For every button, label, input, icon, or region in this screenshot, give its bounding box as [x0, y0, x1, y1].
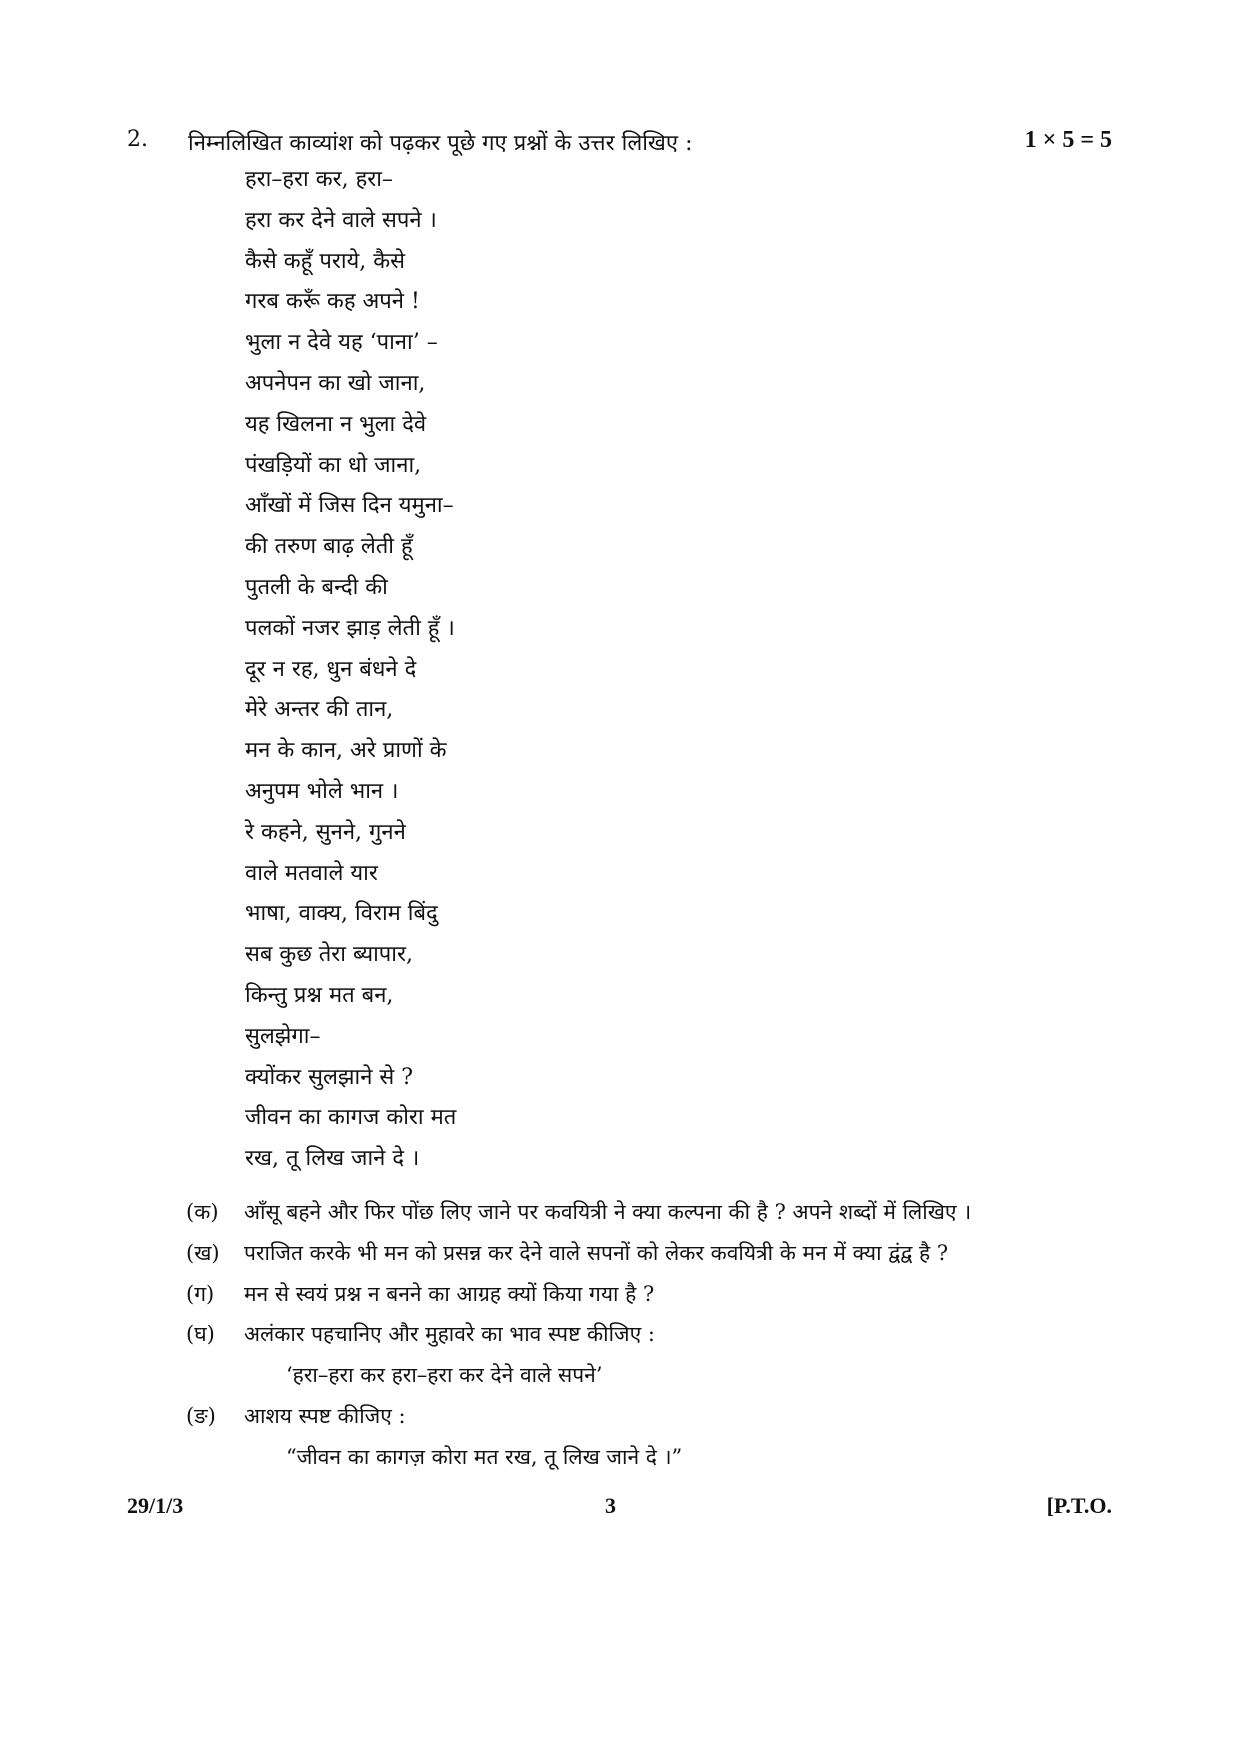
- poem-line: जीवन का कागज कोरा मत: [245, 1105, 457, 1131]
- question-marks: 1 × 5 = 5: [1024, 127, 1112, 153]
- subquestion-label: (ङ): [186, 1403, 216, 1428]
- paper-code: 29/1/3: [127, 1493, 184, 1518]
- poem-line: गरब करूँ कह अपने !: [245, 289, 420, 315]
- subquestion-label: (घ): [186, 1322, 215, 1347]
- poem-line: पंखड़ियों का धो जाना,: [245, 452, 422, 478]
- poem-line: हरा कर देने वाले सपने ।: [245, 207, 437, 233]
- question-header: [127, 127, 1112, 161]
- poem-line: क्योंकर सुलझाने से ?: [245, 1064, 414, 1090]
- page-footer: [127, 1493, 1112, 1523]
- subquestion-text: आँसू बहने और फिर पोंछ लिए जाने पर कवयित्री ने क्या कल्पना की है ? अपने शब्दों में लिखिए ।: [244, 1200, 972, 1224]
- poem-line: पलकों नजर झाड़ लेती हूँ ।: [245, 615, 455, 641]
- poem-line: रे कहने, सुनने, गुनने: [245, 819, 406, 845]
- poem-line: पुतली के बन्दी की: [245, 574, 388, 600]
- poem-line: अनुपम भोले भान ।: [245, 778, 399, 804]
- poem-line: मन के कान, अरे प्राणों के: [245, 738, 447, 764]
- poem-line: सब कुछ तेरा ब्यापार,: [245, 942, 413, 968]
- page-number: 3: [605, 1493, 616, 1518]
- poem-passage: [245, 160, 745, 1180]
- poem-line: दूर न रह, धुन बंधने दे: [245, 656, 417, 682]
- question-number: 2.: [127, 127, 148, 152]
- subquestion-text: मन से स्वयं प्रश्न न बनने का आग्रह क्यों किया गया है ?: [244, 1281, 655, 1306]
- poem-line: किन्तु प्रश्न मत बन,: [245, 982, 394, 1008]
- question-instruction: निम्नलिखित काव्यांश को पढ़कर पूछे गए प्रश्नों के उत्तर लिखिए :: [188, 131, 693, 156]
- subquestion-text: पराजित करके भी मन को प्रसन्न कर देने वाले सपनों को लेकर कवयित्री के मन में क्या द्वंद्व है ?: [244, 1240, 949, 1265]
- subquestion-label: (ग): [186, 1281, 215, 1306]
- poem-line: भाषा, वाक्य, विराम बिंदु: [245, 901, 438, 927]
- poem-line: भुला न देवे यह ‘पाना’ –: [245, 330, 438, 356]
- subquestion-quote: ‘हरा–हरा कर हरा–हरा कर देने वाले सपने’: [286, 1363, 603, 1388]
- subquestion-ka: [186, 1192, 1086, 1233]
- please-turn-over: [P.T.O.: [1046, 1493, 1112, 1518]
- subquestion-quote: “जीवन का कागज़ कोरा मत रख, तू लिख जाने दे ।”: [286, 1444, 683, 1469]
- poem-line: अपनेपन का खो जाना,: [245, 370, 426, 396]
- subquestion-kha: [186, 1233, 1086, 1274]
- poem-line: मेरे अन्तर की तान,: [245, 697, 394, 723]
- poem-line: कैसे कहूँ पराये, कैसे: [245, 248, 406, 274]
- subquestion-text: अलंकार पहचानिए और मुहावरे का भाव स्पष्ट कीजिए :: [244, 1322, 655, 1347]
- subquestion-label: (क): [186, 1200, 219, 1224]
- subquestion-list: [186, 1192, 1086, 1478]
- subquestion-ga: [186, 1274, 1086, 1315]
- subquestion-label: (ख): [186, 1240, 220, 1265]
- poem-line: आँखों में जिस दिन यमुना–: [245, 493, 454, 519]
- poem-line: वाले मतवाले यार: [245, 860, 378, 886]
- poem-line: की तरुण बाढ़ लेती हूँ: [245, 534, 413, 560]
- subquestion-text: आशय स्पष्ट कीजिए :: [244, 1403, 406, 1428]
- poem-line: यह खिलना न भुला देवे: [245, 411, 427, 437]
- poem-line: हरा–हरा कर, हरा–: [245, 167, 394, 192]
- poem-line: रख, तू लिख जाने दे ।: [245, 1146, 420, 1172]
- subquestion-nga: [186, 1396, 1086, 1437]
- poem-line: सुलझेगा–: [245, 1023, 321, 1049]
- subquestion-gha: [186, 1314, 1086, 1355]
